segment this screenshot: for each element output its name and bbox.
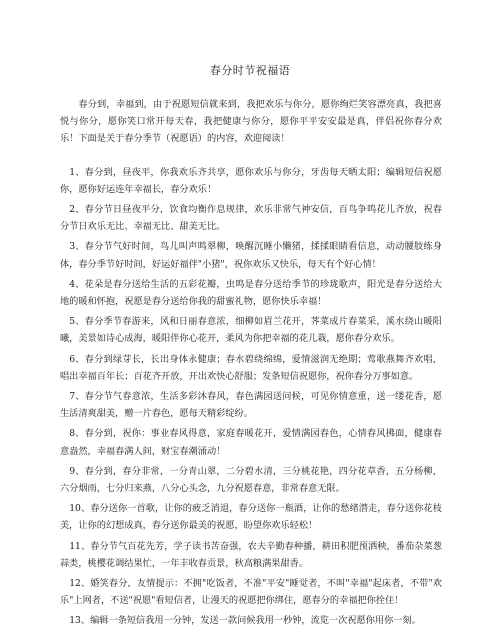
blessing-item: 13、编辑一条短信我用一分钟，发送一款问候我用一秒钟，流览一次祝愿你用你一刻。 — [69, 615, 421, 627]
blessing-item: 6、春分到绿芽长，长出身体永健康；春水碧绕绵绵，爱情滋润无绝期；莺歌燕舞齐欢唱，唱出幸福百年长；百花齐开放，开出欢快心舒服；发条短信祝愿你，祝你春分万事如意。 — [60, 353, 442, 382]
blessing-item: 10、春分送你一首歌，让你的疲乏消退，春分送你一瓶酒，让你的愁绪潜走，春分送你花枝美，让你的幻想成真，春分送你最美的祝愿，盼望你欢乐轻松！ — [60, 503, 442, 532]
blessing-item: 1、春分到，昼夜平，你我欢乐齐共享，愿你欢乐与你分，牙齿每天晒太阳；编辑短信祝愿你，愿你好运连年幸福长，春分欢乐！ — [60, 166, 442, 195]
blessing-item: 12、婚笑春分，友情提示：不拥"吃饭者，不准"平安"睡觉者，不叫"幸福"起床者，不带"欢乐"上网者，不送"祝愿"看短信者，让漫天的祝愿把你绑住，愿春分的幸福把你拴住！ — [60, 578, 442, 607]
blessing-item: 4、花朵是春分送给生活的五彩花瓣，虫鸣是春分送给季节的珍珑歌声，阳光是春分送给大地的暖和怀抱，祝愿是春分送给你我的甜蜜礼物，愿你快乐幸福！ — [60, 278, 442, 308]
blessing-item: 9、春分到，春分非常，一分青山翠，二分碧水清，三分桃花艳，四分花草香，五分杨柳，六分烟雨，七分归来燕，八分心头念，九分祝愿春意，非常春意无限。 — [60, 465, 442, 495]
intro-paragraph: 春分到，幸福到，由于祝愿短信就来到，我把欢乐与你分，愿你绚烂笑容漂亮真，我把喜悦与你分，愿你笑口常开每天春，我把健康与你分，愿你平平安安最是真，伴侣祝你春分欢乐！下面是关于春分季节（祝愿语）的内容，欢迎阅读！ — [60, 99, 442, 145]
blessing-item: 7、春分节气春意浓，生活多彩沐春风，春色满园送问候，可见你情意重，送一缕花香，愿生活清爽甜美，赠一片春色，愿每天精彩绽纷。 — [60, 391, 442, 420]
blessing-item: 5、春分季节春游来，风和日丽春意浓，细柳如眉兰花开，荠菜成片春菜采，溪水绕山暖阳曦，美景如诗心成海，暖阳伴你心花开，柔风为你把幸福的花儿栽，愿你春分欢乐。 — [60, 316, 442, 345]
blessing-item: 3、春分节气好时间，鸟儿叫声鸣翠柳，唤醒沉睡小懒猪，揉揉眼睛看信息，动动腰肢练身体，春分季节好时间，好运好福伴"小猪"，祝你欢乐又快乐，每天有个好心情！ — [60, 241, 442, 270]
document-body — [60, 96, 442, 633]
blessing-item: 2、春分节日昼夜平分，饮食均衡作息规律，欢乐非常气神安信，百鸟争鸣花儿齐放，祝春分节日欢乐无比、幸福无比、甜美无比。 — [60, 204, 442, 233]
blessing-item: 8、春分到，祝你：事业春风得意，家庭春暖花开，爱情满园春色，心情春风拂面，健康春意盎然，幸福春满人间，财宝春潮涌动！ — [60, 428, 442, 457]
document-title: 春分时节祝福语 — [209, 64, 291, 77]
blessing-item: 11、春分节气百花先芳，学子读书苦奋强，农夫辛勤春种播，耕田积肥预洒秧，番茄杂菜葱蒜类，桃樱花调结果忙，一年丰收春贡景，秋高粮满果甜香。 — [60, 540, 442, 569]
